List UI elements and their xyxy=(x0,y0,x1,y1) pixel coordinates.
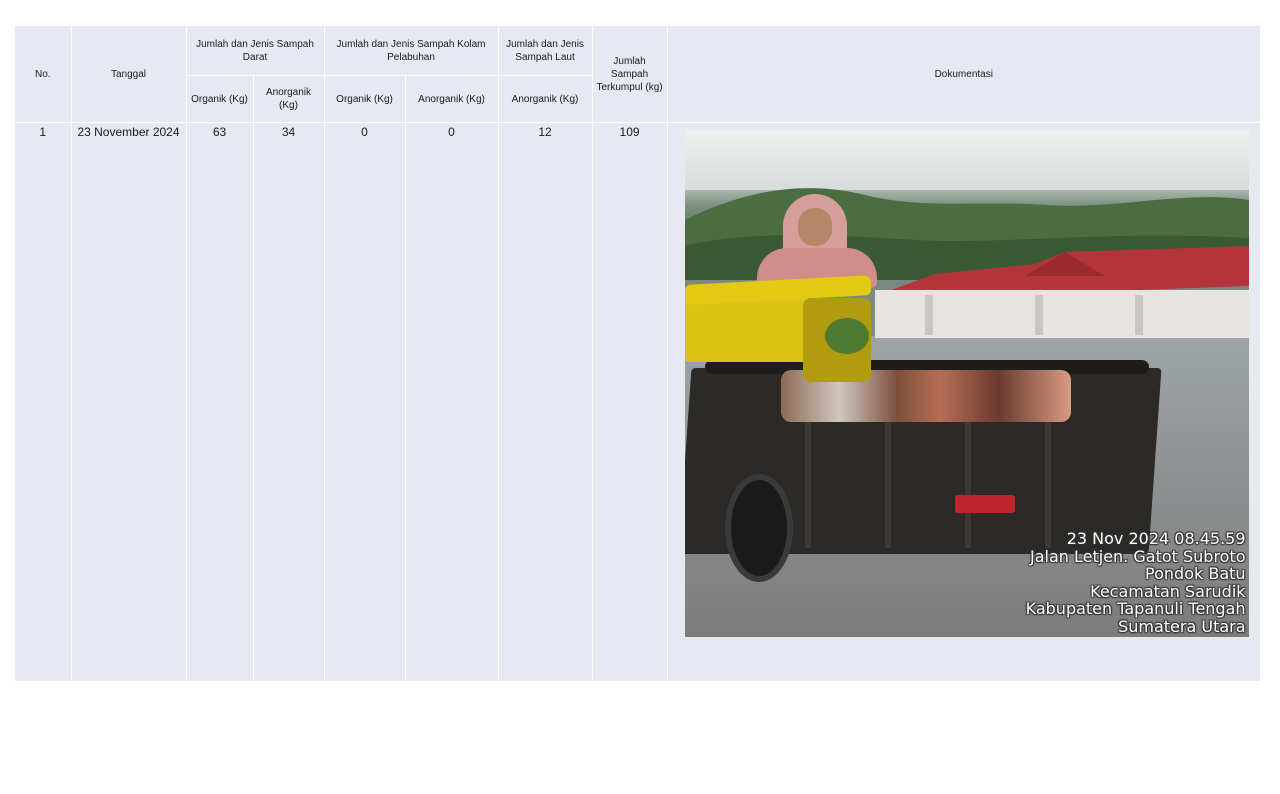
header-darat-group: Jumlah dan Jenis Sampah Darat xyxy=(186,26,324,76)
cell-jumlah: 109 xyxy=(592,123,667,682)
cell-darat-organik: 63 xyxy=(186,123,253,682)
photo-building-post xyxy=(925,295,933,335)
header-no: No. xyxy=(15,26,71,123)
header-kolam-anorganik: Anorganik (Kg) xyxy=(405,76,498,123)
header-darat-anorganik: Anorganik (Kg) xyxy=(253,76,324,123)
cell-kolam-anorganik: 0 xyxy=(405,123,498,682)
cell-laut-anorganik: 12 xyxy=(498,123,592,682)
photo-building-post xyxy=(1035,295,1043,335)
header-laut-group: Jumlah dan Jenis Sampah Laut xyxy=(498,26,592,76)
stamp-line: Pondok Batu xyxy=(1145,564,1246,583)
photo-license-plate xyxy=(955,495,1015,513)
documentation-photo xyxy=(685,130,1249,637)
table-row xyxy=(15,123,1261,682)
photo-plant-waste xyxy=(825,318,869,354)
stamp-line: Kecamatan Sarudik xyxy=(1090,581,1246,601)
cell-tanggal: 23 November 2024 xyxy=(71,123,186,682)
header-darat-organik: Organik (Kg) xyxy=(186,76,253,123)
header-jumlah-terkumpul: Jumlah Sampah Terkumpul (kg) xyxy=(592,26,667,123)
photo-timestamp-stamp xyxy=(1026,530,1246,635)
cell-kolam-organik: 0 xyxy=(324,123,405,682)
photo-person-face xyxy=(798,208,832,246)
header-laut-anorganik: Anorganik (Kg) xyxy=(498,76,592,123)
header-dokumentasi: Dokumentasi xyxy=(667,26,1260,123)
stamp-line: Jalan Letjen. Gatot Subroto xyxy=(1030,546,1246,566)
header-row-1 xyxy=(15,26,1261,76)
stamp-line: Kabupaten Tapanuli Tengah xyxy=(1025,599,1246,618)
stamp-line: 23 Nov 2024 08.45.59 xyxy=(1066,529,1246,548)
header-kolam-group: Jumlah dan Jenis Sampah Kolam Pelabuhan xyxy=(324,26,498,76)
cell-darat-anorganik: 34 xyxy=(253,123,324,682)
header-kolam-organik: Organik (Kg) xyxy=(324,76,405,123)
header-tanggal: Tanggal xyxy=(71,26,186,123)
cell-dokumentasi xyxy=(667,123,1260,682)
waste-report-table xyxy=(15,26,1261,681)
photo-cart-wheel xyxy=(725,474,793,582)
stamp-line: Sumatera Utara xyxy=(1118,616,1246,636)
photo-building-post xyxy=(1135,295,1143,335)
cell-no: 1 xyxy=(15,123,71,682)
